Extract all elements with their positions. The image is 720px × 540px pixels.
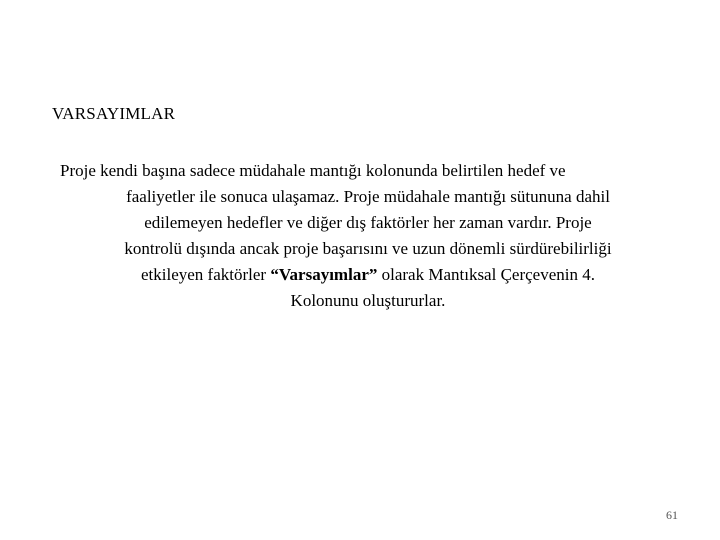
paragraph-line-4: kontrolü dışında ancak proje başarısını ve uzun dönemli sürdürebilirliği <box>124 239 612 258</box>
varsayimlar-emphasis: “Varsayımlar” <box>270 265 378 284</box>
paragraph-line-6: Kolonunu oluştururlar. <box>290 291 446 310</box>
paragraph-line-5-start: etkileyen faktörler <box>141 265 271 284</box>
page-number: 61 <box>666 508 678 522</box>
body-paragraph <box>58 158 678 314</box>
paragraph-line-2: faaliyetler ile sonuca ulaşamaz. Proje müdahale mantığı sütununa dahil <box>126 187 610 206</box>
paragraph-line-3: edilemeyen hedefler ve diğer dış faktörler her zaman vardır. Proje <box>144 213 592 232</box>
slide-heading: VARSAYIMLAR <box>52 104 176 123</box>
paragraph-line-1: Proje kendi başına sadece müdahale mantığı kolonunda belirtilen hedef ve <box>60 161 566 180</box>
paragraph-line-5-end: olarak Mantıksal Çerçevenin 4. <box>377 265 595 284</box>
